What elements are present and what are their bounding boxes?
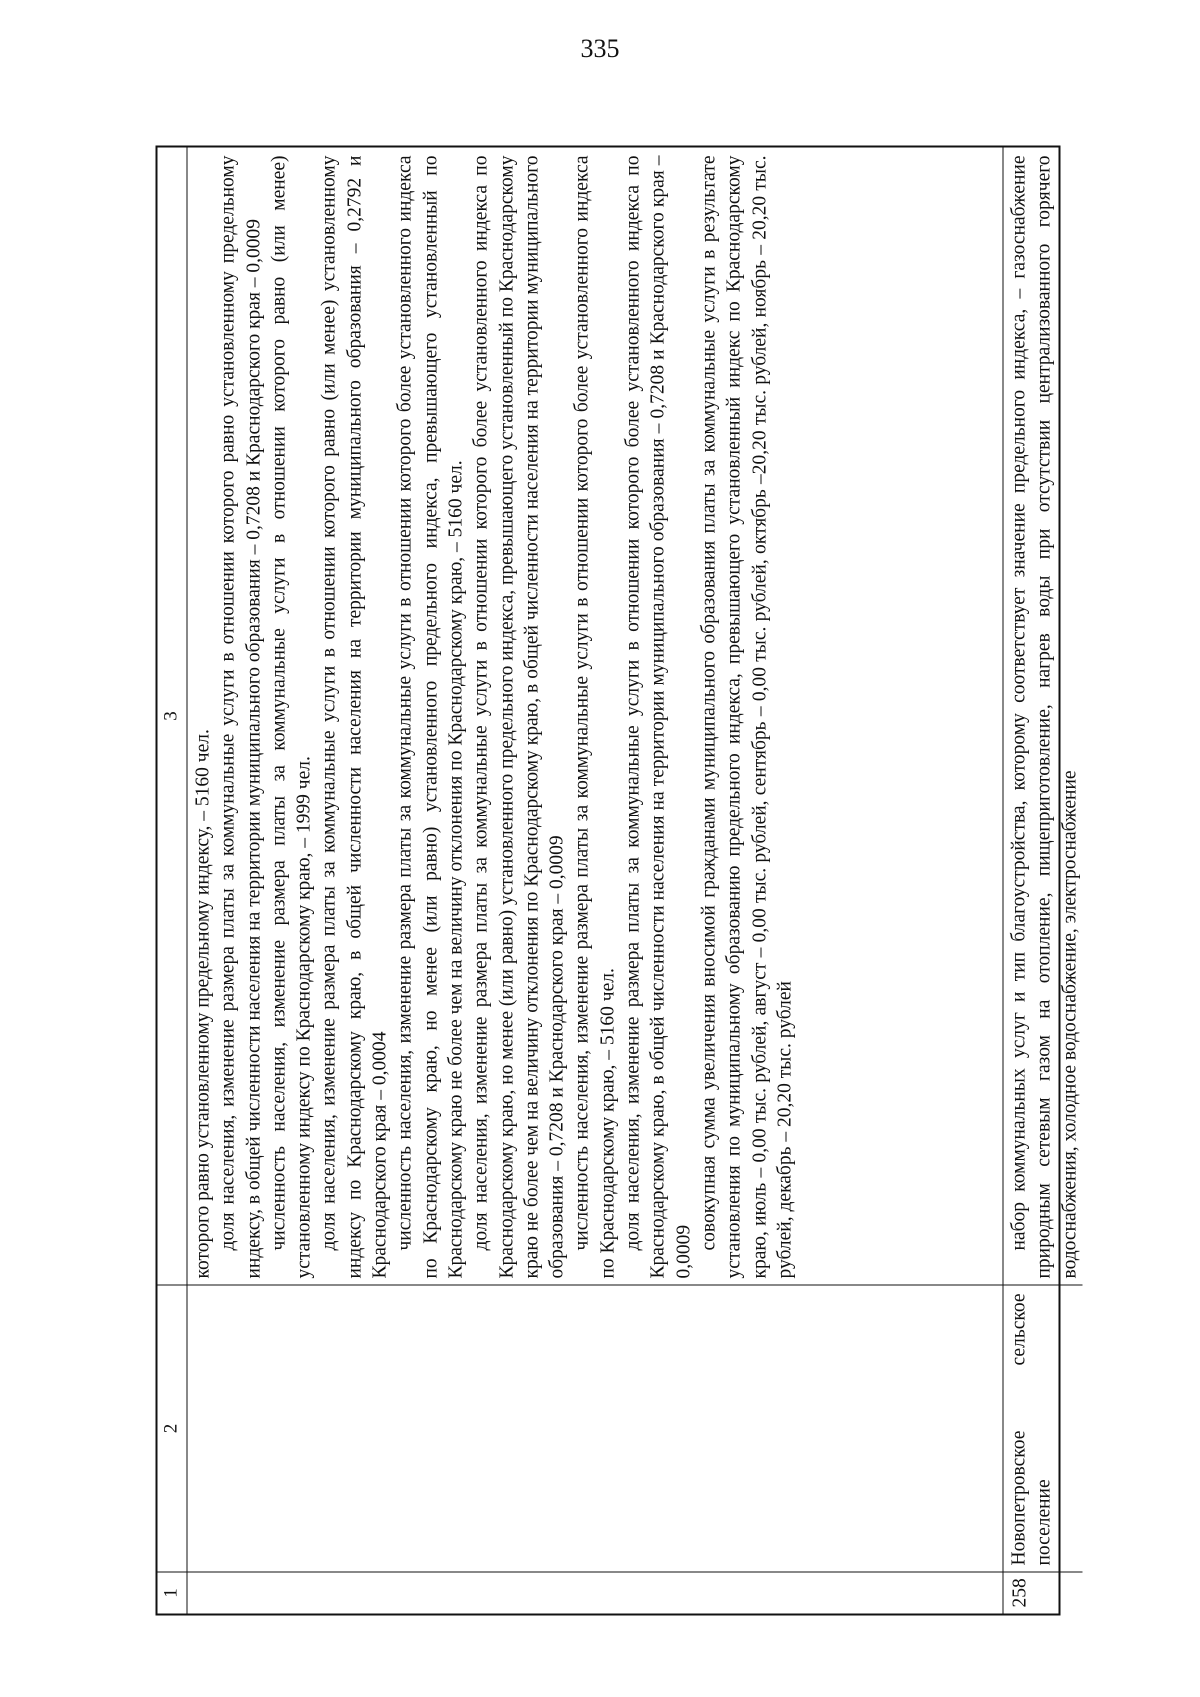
row1-paragraph: доля населения, изменение размера платы за коммунальные услуги в отношении которого равно (или менее) установленному индексу по Краснодарскому краю, в общей численности населения на территории муниципального образования – 0,2792 и Краснодарского края – 0,0004	[318, 155, 391, 1279]
row1-paragraph: численность населения, изменение размера платы за коммунальные услуги в отношении которого более установленного индекса по Краснодарскому краю, но менее (или равно) установленного предельного индекса, превышающего установленный по Краснодарскому краю не более чем на величину отклонения по Краснодарскому краю, – 5160 чел.	[394, 155, 467, 1279]
page-number: 335	[580, 34, 620, 63]
row2-number: 258	[1004, 1572, 1083, 1614]
row1-number	[188, 1572, 1004, 1614]
row1-paragraph: численность населения, изменение размера платы за коммунальные услуги в отношении которого равно (или менее) установленному индексу по Краснодарскому краю, – 1999 чел.	[268, 155, 315, 1279]
header-col-3: 3	[158, 148, 188, 1285]
row1-description	[188, 148, 1004, 1285]
row1-municipality	[188, 1285, 1004, 1572]
row1-paragraph: доля населения, изменение размера платы за коммунальные услуги в отношении которого равно установленному предельному индексу, в общей численности населения на территории муниципального образования – 0,7208 и Краснодарского края – 0,0009	[217, 155, 265, 1279]
row2-paragraph: набор коммунальных услуг и тип благоустройства, которому соответствует значение предельного индекса, – газоснабжение природным сетевым газом на отопление, пищеприготовление, нагрев воды при отсутствии централизованного горячего водоснабжения, холодное водоснабжение, электроснабжение	[1008, 155, 1081, 1279]
row2-description	[1004, 148, 1083, 1285]
row1-paragraph: численность населения, изменение размера платы за коммунальные услуги в отношении которого более установленного индекса по Краснодарскому краю, – 5160 чел.	[571, 155, 619, 1279]
row2-municipality: Новопетровское сельское поселение	[1004, 1285, 1083, 1572]
row1-paragraph: совокупная сумма увеличения вносимой гражданами муниципального образования платы за коммунальные услуги в результате установления по муниципальному образованию предельного индекса, превышающего установленный индекс по Краснодарскому краю, июль – 0,00 тыс. рублей, август – 0,00 тыс. рублей, сентябрь – 0,00 тыс. рублей, октябрь –20,20 тыс. рублей, ноябрь – 20,20 тыс. рублей, декабрь – 20,20 тыс. рублей	[698, 155, 796, 1279]
row1-paragraph: доля населения, изменение размера платы за коммунальные услуги в отношении которого более установленного индекса по Краснодарскому краю, но менее (или равно) установленного предельного индекса, превышающего установленный по Краснодарскому краю не более чем на величину отклонения по Краснодарскому краю, в общей численности населения на территории муниципального образования – 0,7208 и Краснодарского края – 0,0009	[470, 155, 568, 1279]
header-col-1: 1	[158, 1572, 188, 1614]
row1-paragraph: которого равно установленному предельному индексу, – 5160 чел.	[192, 729, 214, 1279]
row1-paragraph: доля населения, изменение размера платы за коммунальные услуги в отношении которого более установленного индекса по Краснодарскому краю, в общей численности населения на территории муниципального образования – 0,7208 и Краснодарского края – 0,0009	[622, 155, 695, 1279]
data-table	[156, 146, 1081, 1616]
header-col-2: 2	[158, 1285, 188, 1572]
